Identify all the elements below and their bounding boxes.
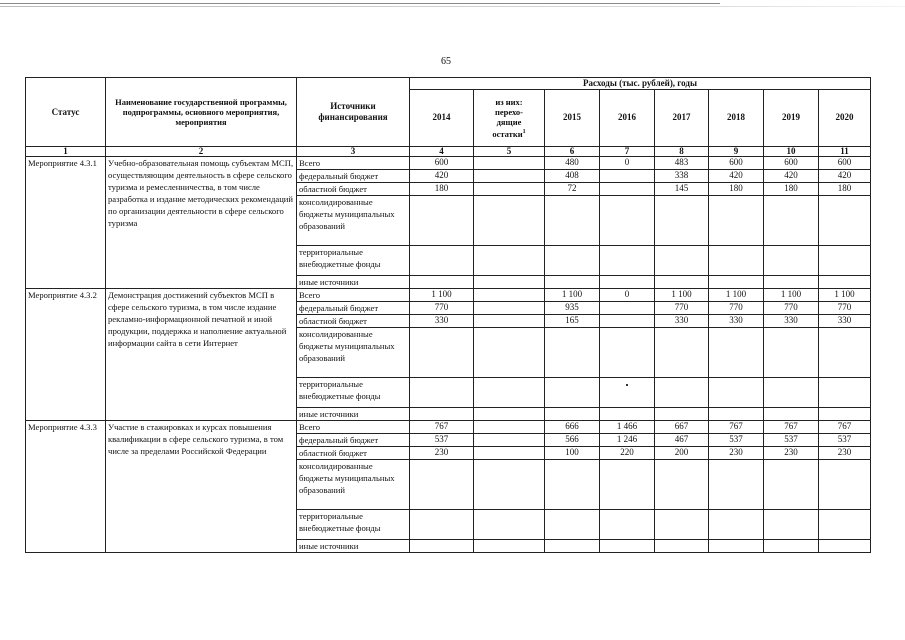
amount-cell bbox=[600, 169, 655, 182]
amount-cell: 600 bbox=[709, 156, 764, 169]
amount-cell bbox=[474, 420, 545, 433]
amount-cell bbox=[474, 433, 545, 446]
amount-cell bbox=[655, 509, 709, 539]
amount-cell: 1 100 bbox=[819, 288, 871, 301]
amount-cell: 537 bbox=[410, 433, 474, 446]
amount-cell bbox=[764, 459, 819, 509]
amount-cell bbox=[764, 407, 819, 420]
header-carryover-line: перехо- bbox=[494, 106, 523, 117]
funding-source-cell: областной бюджет bbox=[297, 446, 410, 459]
amount-cell bbox=[545, 245, 600, 275]
header-sources: Источники финансирования bbox=[297, 78, 410, 147]
column-number: 11 bbox=[819, 146, 871, 156]
amount-cell: 330 bbox=[819, 314, 871, 327]
amount-cell: 180 bbox=[709, 182, 764, 195]
amount-cell bbox=[819, 539, 871, 552]
amount-cell: 770 bbox=[819, 301, 871, 314]
amount-cell: 600 bbox=[410, 156, 474, 169]
status-cell: Мероприятие 4.3.1 bbox=[26, 156, 106, 288]
amount-cell bbox=[655, 195, 709, 245]
amount-cell: 767 bbox=[709, 420, 764, 433]
amount-cell bbox=[545, 407, 600, 420]
amount-cell bbox=[474, 245, 545, 275]
column-number: 3 bbox=[297, 146, 410, 156]
header-year-2016: 2016 bbox=[600, 89, 655, 146]
header-carryover-line: из них: bbox=[495, 96, 523, 107]
amount-cell bbox=[655, 245, 709, 275]
header-carryover bbox=[474, 89, 545, 146]
header-year-2015: 2015 bbox=[545, 89, 600, 146]
amount-cell bbox=[709, 459, 764, 509]
amount-cell: 1 100 bbox=[545, 288, 600, 301]
amount-cell bbox=[655, 327, 709, 377]
amount-cell bbox=[709, 539, 764, 552]
amount-cell: 180 bbox=[410, 182, 474, 195]
amount-cell bbox=[600, 407, 655, 420]
amount-cell bbox=[819, 459, 871, 509]
amount-cell: 180 bbox=[764, 182, 819, 195]
amount-cell bbox=[545, 459, 600, 509]
column-number: 4 bbox=[410, 146, 474, 156]
amount-cell bbox=[764, 509, 819, 539]
amount-cell: 145 bbox=[655, 182, 709, 195]
amount-cell: 420 bbox=[764, 169, 819, 182]
header-status: Статус bbox=[26, 78, 106, 147]
amount-cell bbox=[474, 288, 545, 301]
header-year-2018: 2018 bbox=[709, 89, 764, 146]
amount-cell: 767 bbox=[819, 420, 871, 433]
amount-cell bbox=[474, 156, 545, 169]
amount-cell bbox=[410, 327, 474, 377]
amount-cell bbox=[819, 275, 871, 288]
funding-source-cell: федеральный бюджет bbox=[297, 169, 410, 182]
amount-cell bbox=[819, 327, 871, 377]
table-row bbox=[26, 420, 871, 433]
scan-artifact-line bbox=[0, 3, 720, 4]
funding-source-cell: федеральный бюджет bbox=[297, 301, 410, 314]
amount-cell: 1 100 bbox=[764, 288, 819, 301]
header-year-2020: 2020 bbox=[819, 89, 871, 146]
amount-cell: 330 bbox=[410, 314, 474, 327]
amount-cell bbox=[474, 539, 545, 552]
amount-cell: 420 bbox=[410, 169, 474, 182]
amount-cell bbox=[410, 539, 474, 552]
column-number: 2 bbox=[106, 146, 297, 156]
amount-cell: 600 bbox=[764, 156, 819, 169]
amount-cell bbox=[655, 407, 709, 420]
amount-cell bbox=[474, 327, 545, 377]
amount-cell bbox=[410, 509, 474, 539]
amount-cell: 230 bbox=[819, 446, 871, 459]
column-number: 6 bbox=[545, 146, 600, 156]
amount-cell bbox=[600, 459, 655, 509]
amount-cell bbox=[410, 377, 474, 407]
amount-cell: 1 100 bbox=[655, 288, 709, 301]
funding-source-cell: Всего bbox=[297, 288, 410, 301]
amount-cell bbox=[410, 245, 474, 275]
amount-cell bbox=[474, 459, 545, 509]
table-row bbox=[26, 288, 871, 301]
amount-cell: 200 bbox=[655, 446, 709, 459]
amount-cell: 483 bbox=[655, 156, 709, 169]
amount-cell bbox=[600, 182, 655, 195]
amount-cell bbox=[600, 509, 655, 539]
amount-cell: 420 bbox=[709, 169, 764, 182]
amount-cell bbox=[474, 407, 545, 420]
amount-cell bbox=[545, 275, 600, 288]
amount-cell bbox=[474, 195, 545, 245]
amount-cell: 330 bbox=[764, 314, 819, 327]
amount-cell: 0 bbox=[600, 288, 655, 301]
amount-cell bbox=[474, 169, 545, 182]
amount-cell: 770 bbox=[655, 301, 709, 314]
amount-cell bbox=[764, 327, 819, 377]
amount-cell bbox=[655, 275, 709, 288]
funding-source-cell: территориальные внебюджетные фонды bbox=[297, 377, 410, 407]
amount-cell bbox=[474, 509, 545, 539]
header-program-name: Наименование государственной программы, подпрограммы, основного мероприятия, мероприятия bbox=[106, 78, 297, 147]
amount-cell bbox=[819, 195, 871, 245]
header-expenses-title: Расходы (тыс. рублей), годы bbox=[410, 78, 871, 90]
amount-cell: 230 bbox=[410, 446, 474, 459]
amount-cell bbox=[600, 539, 655, 552]
amount-cell bbox=[600, 377, 655, 407]
amount-cell: 230 bbox=[764, 446, 819, 459]
amount-cell bbox=[410, 407, 474, 420]
measure-name-cell: Учебно-образовательная помощь субъектам МСП, осуществляющим деятельность в сфере сельского туризма и ремесленничества, в том числе разработка и издание методических рекомендаций по организации деятельности в сфере сельского туризма bbox=[106, 156, 297, 288]
scan-speck bbox=[626, 384, 628, 386]
amount-cell: 1 246 bbox=[600, 433, 655, 446]
header-carryover-line bbox=[476, 127, 542, 139]
funding-source-cell: областной бюджет bbox=[297, 314, 410, 327]
amount-cell bbox=[764, 275, 819, 288]
amount-cell: 0 bbox=[600, 156, 655, 169]
amount-cell bbox=[600, 314, 655, 327]
amount-cell: 537 bbox=[709, 433, 764, 446]
amount-cell bbox=[709, 275, 764, 288]
amount-cell bbox=[410, 195, 474, 245]
amount-cell bbox=[655, 539, 709, 552]
header-year-2019: 2019 bbox=[764, 89, 819, 146]
amount-cell bbox=[474, 301, 545, 314]
amount-cell bbox=[474, 377, 545, 407]
measure-name-cell: Участие в стажировках и курсах повышения квалификации в сфере сельского туризма, в том числе за пределами Российской Федерации bbox=[106, 420, 297, 552]
amount-cell: 408 bbox=[545, 169, 600, 182]
amount-cell bbox=[819, 509, 871, 539]
column-number: 10 bbox=[764, 146, 819, 156]
amount-cell bbox=[600, 275, 655, 288]
amount-cell: 330 bbox=[655, 314, 709, 327]
amount-cell: 537 bbox=[819, 433, 871, 446]
amount-cell bbox=[410, 275, 474, 288]
budget-table bbox=[25, 77, 871, 553]
funding-source-cell: областной бюджет bbox=[297, 182, 410, 195]
funding-source-cell: консолидированные бюджеты муниципальных образований bbox=[297, 459, 410, 509]
column-number: 8 bbox=[655, 146, 709, 156]
amount-cell: 1 466 bbox=[600, 420, 655, 433]
amount-cell bbox=[545, 327, 600, 377]
amount-cell: 180 bbox=[819, 182, 871, 195]
amount-cell bbox=[474, 314, 545, 327]
amount-cell: 767 bbox=[410, 420, 474, 433]
measure-name-cell: Демонстрация достижений субъектов МСП в сфере сельского туризма, в том числе издание рекламно-информационной печатной и иной продукции, поддержка и наполнение актуальной информации сайта в сети Интернет bbox=[106, 288, 297, 420]
amount-cell bbox=[764, 195, 819, 245]
status-cell: Мероприятие 4.3.3 bbox=[26, 420, 106, 552]
amount-cell: 420 bbox=[819, 169, 871, 182]
amount-cell bbox=[764, 245, 819, 275]
amount-cell: 537 bbox=[764, 433, 819, 446]
amount-cell bbox=[410, 459, 474, 509]
funding-source-cell: территориальные внебюджетные фонды bbox=[297, 509, 410, 539]
header-year-2014: 2014 bbox=[410, 89, 474, 146]
amount-cell: 935 bbox=[545, 301, 600, 314]
amount-cell: 467 bbox=[655, 433, 709, 446]
funding-source-cell: иные источники bbox=[297, 407, 410, 420]
page-number: 65 bbox=[441, 56, 451, 67]
amount-cell: 1 100 bbox=[410, 288, 474, 301]
amount-cell bbox=[655, 459, 709, 509]
funding-source-cell: иные источники bbox=[297, 539, 410, 552]
column-number-row bbox=[26, 146, 871, 156]
amount-cell: 770 bbox=[410, 301, 474, 314]
amount-cell: 72 bbox=[545, 182, 600, 195]
footnote-mark: 1 bbox=[522, 128, 526, 135]
amount-cell: 566 bbox=[545, 433, 600, 446]
amount-cell: 338 bbox=[655, 169, 709, 182]
amount-cell: 330 bbox=[709, 314, 764, 327]
funding-source-cell: консолидированные бюджеты муниципальных образований bbox=[297, 327, 410, 377]
amount-cell bbox=[600, 245, 655, 275]
funding-source-cell: иные источники bbox=[297, 275, 410, 288]
funding-source-cell: Всего bbox=[297, 420, 410, 433]
amount-cell: 230 bbox=[709, 446, 764, 459]
amount-cell bbox=[474, 182, 545, 195]
amount-cell: 770 bbox=[709, 301, 764, 314]
amount-cell bbox=[545, 539, 600, 552]
status-cell: Мероприятие 4.3.2 bbox=[26, 288, 106, 420]
amount-cell: 600 bbox=[819, 156, 871, 169]
amount-cell bbox=[709, 509, 764, 539]
amount-cell bbox=[600, 195, 655, 245]
amount-cell bbox=[545, 377, 600, 407]
amount-cell bbox=[764, 377, 819, 407]
header-year-2017: 2017 bbox=[655, 89, 709, 146]
column-number: 5 bbox=[474, 146, 545, 156]
funding-source-cell: консолидированные бюджеты муниципальных образований bbox=[297, 195, 410, 245]
amount-cell bbox=[545, 509, 600, 539]
amount-cell bbox=[709, 407, 764, 420]
amount-cell bbox=[764, 539, 819, 552]
amount-cell bbox=[819, 377, 871, 407]
column-number: 9 bbox=[709, 146, 764, 156]
budget-table-body bbox=[26, 156, 871, 552]
amount-cell bbox=[474, 446, 545, 459]
amount-cell: 480 bbox=[545, 156, 600, 169]
amount-cell bbox=[545, 195, 600, 245]
amount-cell: 666 bbox=[545, 420, 600, 433]
table-row bbox=[26, 156, 871, 169]
amount-cell bbox=[709, 377, 764, 407]
amount-cell: 220 bbox=[600, 446, 655, 459]
amount-cell bbox=[819, 407, 871, 420]
amount-cell: 1 100 bbox=[709, 288, 764, 301]
funding-source-cell: федеральный бюджет bbox=[297, 433, 410, 446]
amount-cell bbox=[600, 301, 655, 314]
amount-cell: 165 bbox=[545, 314, 600, 327]
amount-cell bbox=[709, 327, 764, 377]
amount-cell: 100 bbox=[545, 446, 600, 459]
amount-cell bbox=[600, 327, 655, 377]
header-carryover-line: дящие bbox=[496, 116, 522, 127]
amount-cell bbox=[819, 245, 871, 275]
amount-cell: 770 bbox=[764, 301, 819, 314]
header-carryover-word: остатки bbox=[492, 128, 523, 139]
amount-cell: 767 bbox=[764, 420, 819, 433]
column-number: 7 bbox=[600, 146, 655, 156]
amount-cell bbox=[709, 195, 764, 245]
funding-source-cell: территориальные внебюджетные фонды bbox=[297, 245, 410, 275]
scan-artifact-line bbox=[0, 6, 905, 7]
amount-cell: 667 bbox=[655, 420, 709, 433]
amount-cell bbox=[655, 377, 709, 407]
column-number: 1 bbox=[26, 146, 106, 156]
amount-cell bbox=[474, 275, 545, 288]
funding-source-cell: Всего bbox=[297, 156, 410, 169]
amount-cell bbox=[709, 245, 764, 275]
